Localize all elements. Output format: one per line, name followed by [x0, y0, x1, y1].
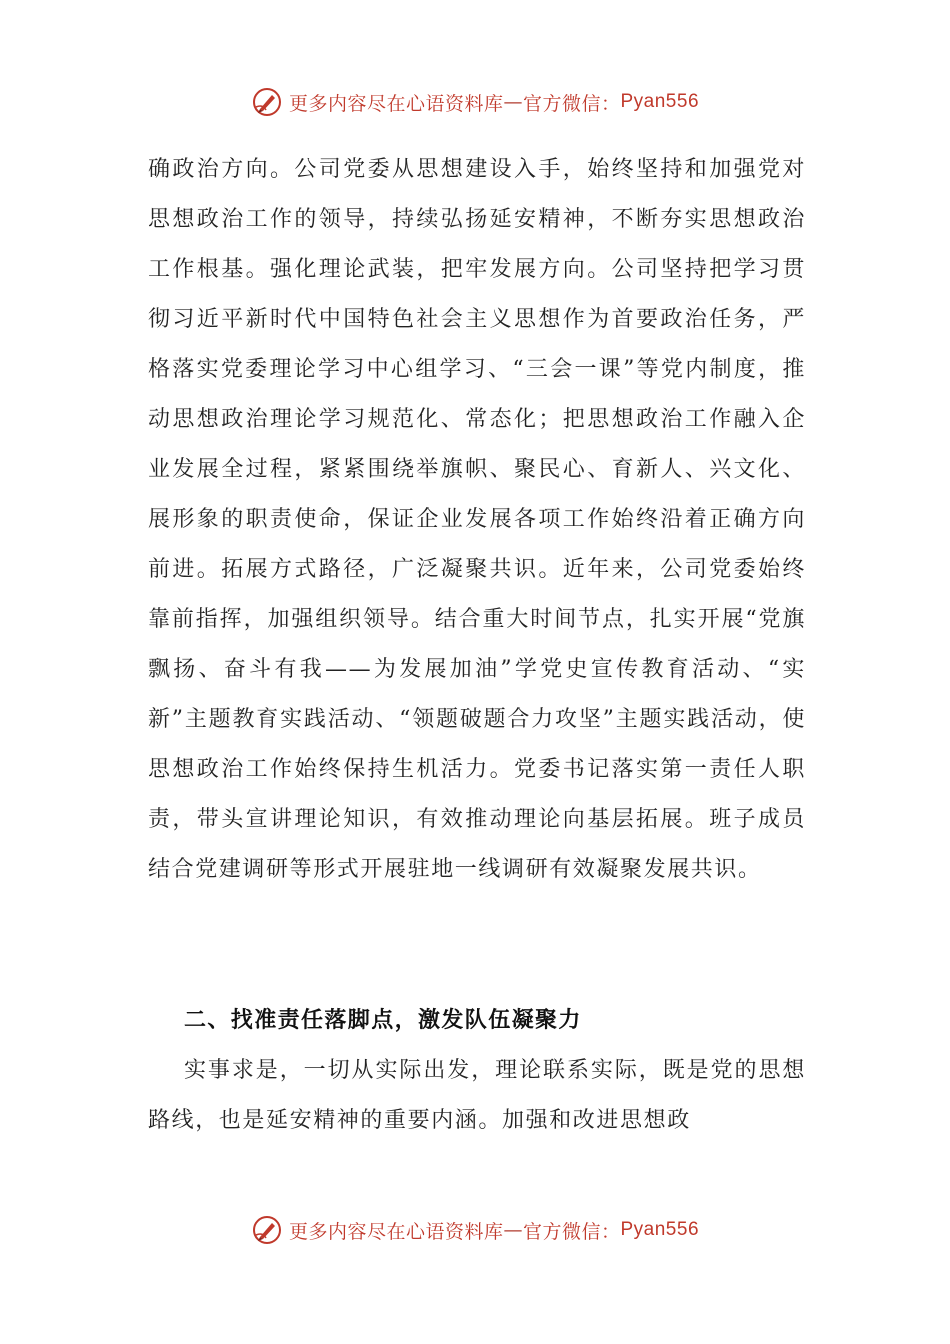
- watermark-handle: Pyan556: [620, 91, 700, 112]
- footer-watermark: [0, 1210, 950, 1250]
- watermark-label: 官方微信：: [522, 92, 621, 115]
- header-watermark: [0, 82, 950, 122]
- pen-logo-icon: [251, 1214, 283, 1246]
- section-heading: 二、找准责任落脚点，激发队伍凝聚力: [184, 1008, 582, 1033]
- paragraph-continued: 确政治方向。公司党委从思想建设入手，始终坚持和加强党对思想政治工作的领导，持续弘扬延安精神，不断夯实思想政治工作根基。强化理论武装，把牢发展方向。公司坚持把学习贯彻习近平新时代中国特色社会主义思想作为首要政治任务，严格落实党委理论学习中心组学习、“三会一课”等党内制度，推动思想政治理论学习规范化、常态化；把思想政治工作融入企业发展全过程，紧紧围绕举旗帜、聚民心、育新人、兴文化、展形象的职责使命，保证企业发展各项工作始终沿着正确方向前进。拓展方式路径，广泛凝聚共识。近年来，公司党委始终靠前指挥，加强组织领导。结合重大时间节点，扎实开展“党旗飘扬、奋斗有我——为发展加油”学党史宣传教育活动、“实新”主题教育实践活动、“领题破题合力攻坚”主题实践活动，使思想政治工作始终保持生机活力。党委书记落实第一责任人职责，带头宣讲理论知识，有效推动理论向基层拓展。班子成员结合党建调研等形式开展驻地一线调研有效凝聚发展共识。: [148, 157, 806, 882]
- watermark-text: 更多内容尽在心语资料库: [288, 92, 504, 115]
- watermark-label: 官方微信：: [522, 1220, 621, 1243]
- watermark-separator: —: [503, 1219, 523, 1241]
- watermark-separator: —: [503, 91, 523, 113]
- watermark-text: 更多内容尽在心语资料库: [288, 1220, 504, 1243]
- pen-logo-icon: [251, 86, 283, 118]
- watermark-handle: Pyan556: [620, 1219, 700, 1240]
- paragraph-next: 实事求是，一切从实际出发，理论联系实际，既是党的思想路线，也是延安精神的重要内涵。加强和改进思想政: [148, 1058, 806, 1133]
